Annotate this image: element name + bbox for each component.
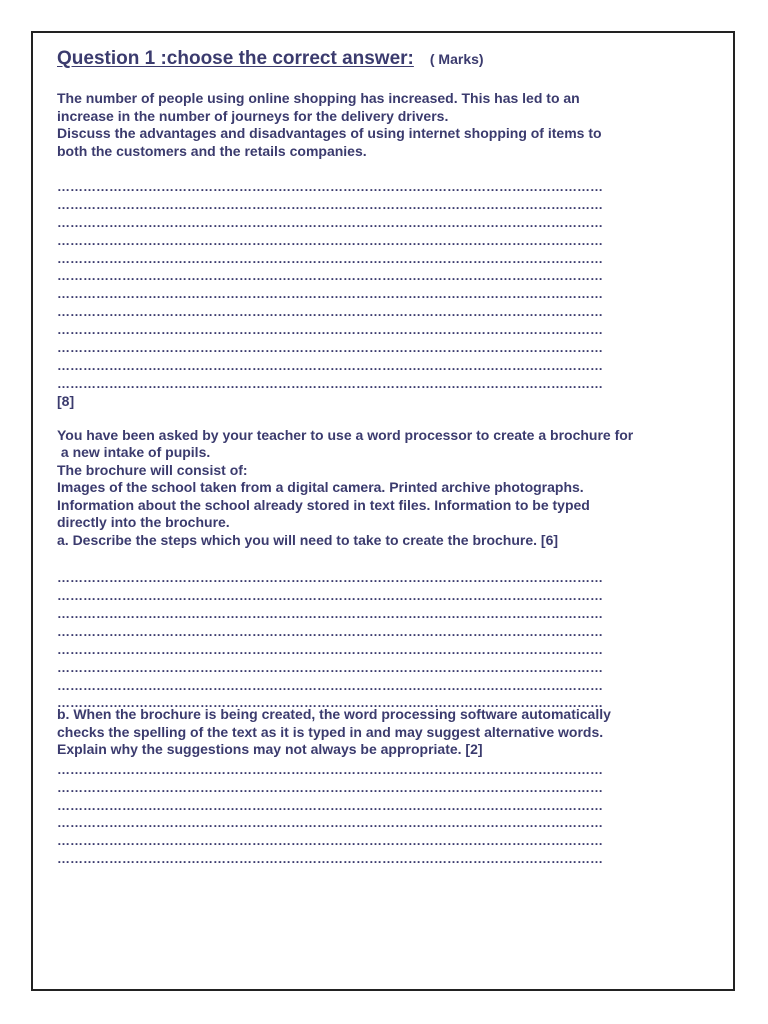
answer-line[interactable]: ……………………………………………………………………………………………………………… — [57, 179, 603, 194]
question-3-line: b. When the brochure is being created, the word processing software automatically — [57, 706, 611, 723]
answer-lines-1[interactable] — [57, 178, 697, 393]
question-3-line: Explain why the suggestions may not always be appropriate. [2] — [57, 741, 483, 758]
question-2-line: a new intake of pupils. — [57, 444, 211, 461]
marks-label: ( Marks) — [429, 51, 484, 67]
question-2-line: You have been asked by your teacher to use a word processor to create a brochure for — [57, 426, 634, 443]
question-1-mark: [8] — [57, 392, 75, 409]
answer-line[interactable]: ……………………………………………………………………………………………………………… — [57, 779, 603, 795]
answer-line[interactable]: ……………………………………………………………………………………………………………… — [57, 286, 603, 302]
answer-line[interactable]: ……………………………………………………………………………………………………………… — [57, 322, 603, 338]
question-3-text — [57, 706, 697, 759]
answer-line[interactable]: ……………………………………………………………………………………………………………… — [57, 623, 603, 639]
question-1-text — [57, 90, 697, 160]
answer-line[interactable]: ……………………………………………………………………………………………………………… — [57, 641, 603, 657]
answer-line[interactable]: ……………………………………………………………………………………………………………… — [57, 833, 603, 849]
answer-lines-3[interactable] — [57, 761, 697, 868]
question-2-text — [57, 427, 697, 550]
question-2-line: directly into the brochure. — [57, 514, 230, 531]
answer-line[interactable]: ……………………………………………………………………………………………………………… — [57, 605, 603, 621]
question-2-line: a. Describe the steps which you will need to take to create the brochure. [6] — [57, 531, 559, 548]
answer-lines-2[interactable] — [57, 569, 697, 712]
answer-line[interactable]: ……………………………………………………………………………………………………………… — [57, 851, 603, 867]
answer-line[interactable]: ……………………………………………………………………………………………………………… — [57, 196, 603, 212]
answer-line[interactable]: ……………………………………………………………………………………………………………… — [57, 659, 603, 675]
question-title: Question 1 :choose the correct answer: — [57, 48, 414, 69]
question-3-line: checks the spelling of the text as it is typed in and may suggest alternative words. — [57, 723, 604, 740]
answer-line[interactable]: ……………………………………………………………………………………………………………… — [57, 268, 603, 284]
question-1-line: The number of people using online shopping has increased. This has led to an — [57, 90, 580, 106]
question-2-line: Images of the school taken from a digital camera. Printed archive photographs. — [57, 479, 584, 496]
question-2-line: Information about the school already stored in text files. Information to be typed — [57, 496, 590, 513]
answer-line[interactable]: ……………………………………………………………………………………………………………… — [57, 695, 603, 711]
answer-line[interactable]: ……………………………………………………………………………………………………………… — [57, 340, 603, 356]
question-1-line: both the customers and the retails companies. — [57, 142, 367, 159]
answer-line[interactable]: ……………………………………………………………………………………………………………… — [57, 214, 603, 230]
question-1-line: increase in the number of journeys for the delivery drivers. — [57, 107, 449, 124]
answer-line[interactable]: ……………………………………………………………………………………………………………… — [57, 304, 603, 320]
answer-line[interactable]: ……………………………………………………………………………………………………………… — [57, 677, 603, 693]
answer-line[interactable]: ……………………………………………………………………………………………………………… — [57, 797, 603, 813]
question-1-line: Discuss the advantages and disadvantages of using internet shopping of items to — [57, 125, 602, 141]
question-header — [57, 48, 697, 76]
answer-line[interactable]: ……………………………………………………………………………………………………………… — [57, 588, 603, 604]
answer-line[interactable]: ……………………………………………………………………………………………………………… — [57, 250, 603, 266]
answer-line[interactable]: ……………………………………………………………………………………………………………… — [57, 232, 603, 248]
answer-line[interactable]: ……………………………………………………………………………………………………………… — [57, 761, 603, 777]
answer-line[interactable]: ……………………………………………………………………………………………………………… — [57, 570, 603, 586]
answer-line[interactable]: ……………………………………………………………………………………………………………… — [57, 375, 603, 391]
exam-content — [57, 48, 697, 868]
answer-line[interactable]: ……………………………………………………………………………………………………………… — [57, 815, 603, 831]
answer-line[interactable]: ……………………………………………………………………………………………………………… — [57, 357, 603, 373]
question-2-line: The brochure will consist of: — [57, 461, 248, 478]
